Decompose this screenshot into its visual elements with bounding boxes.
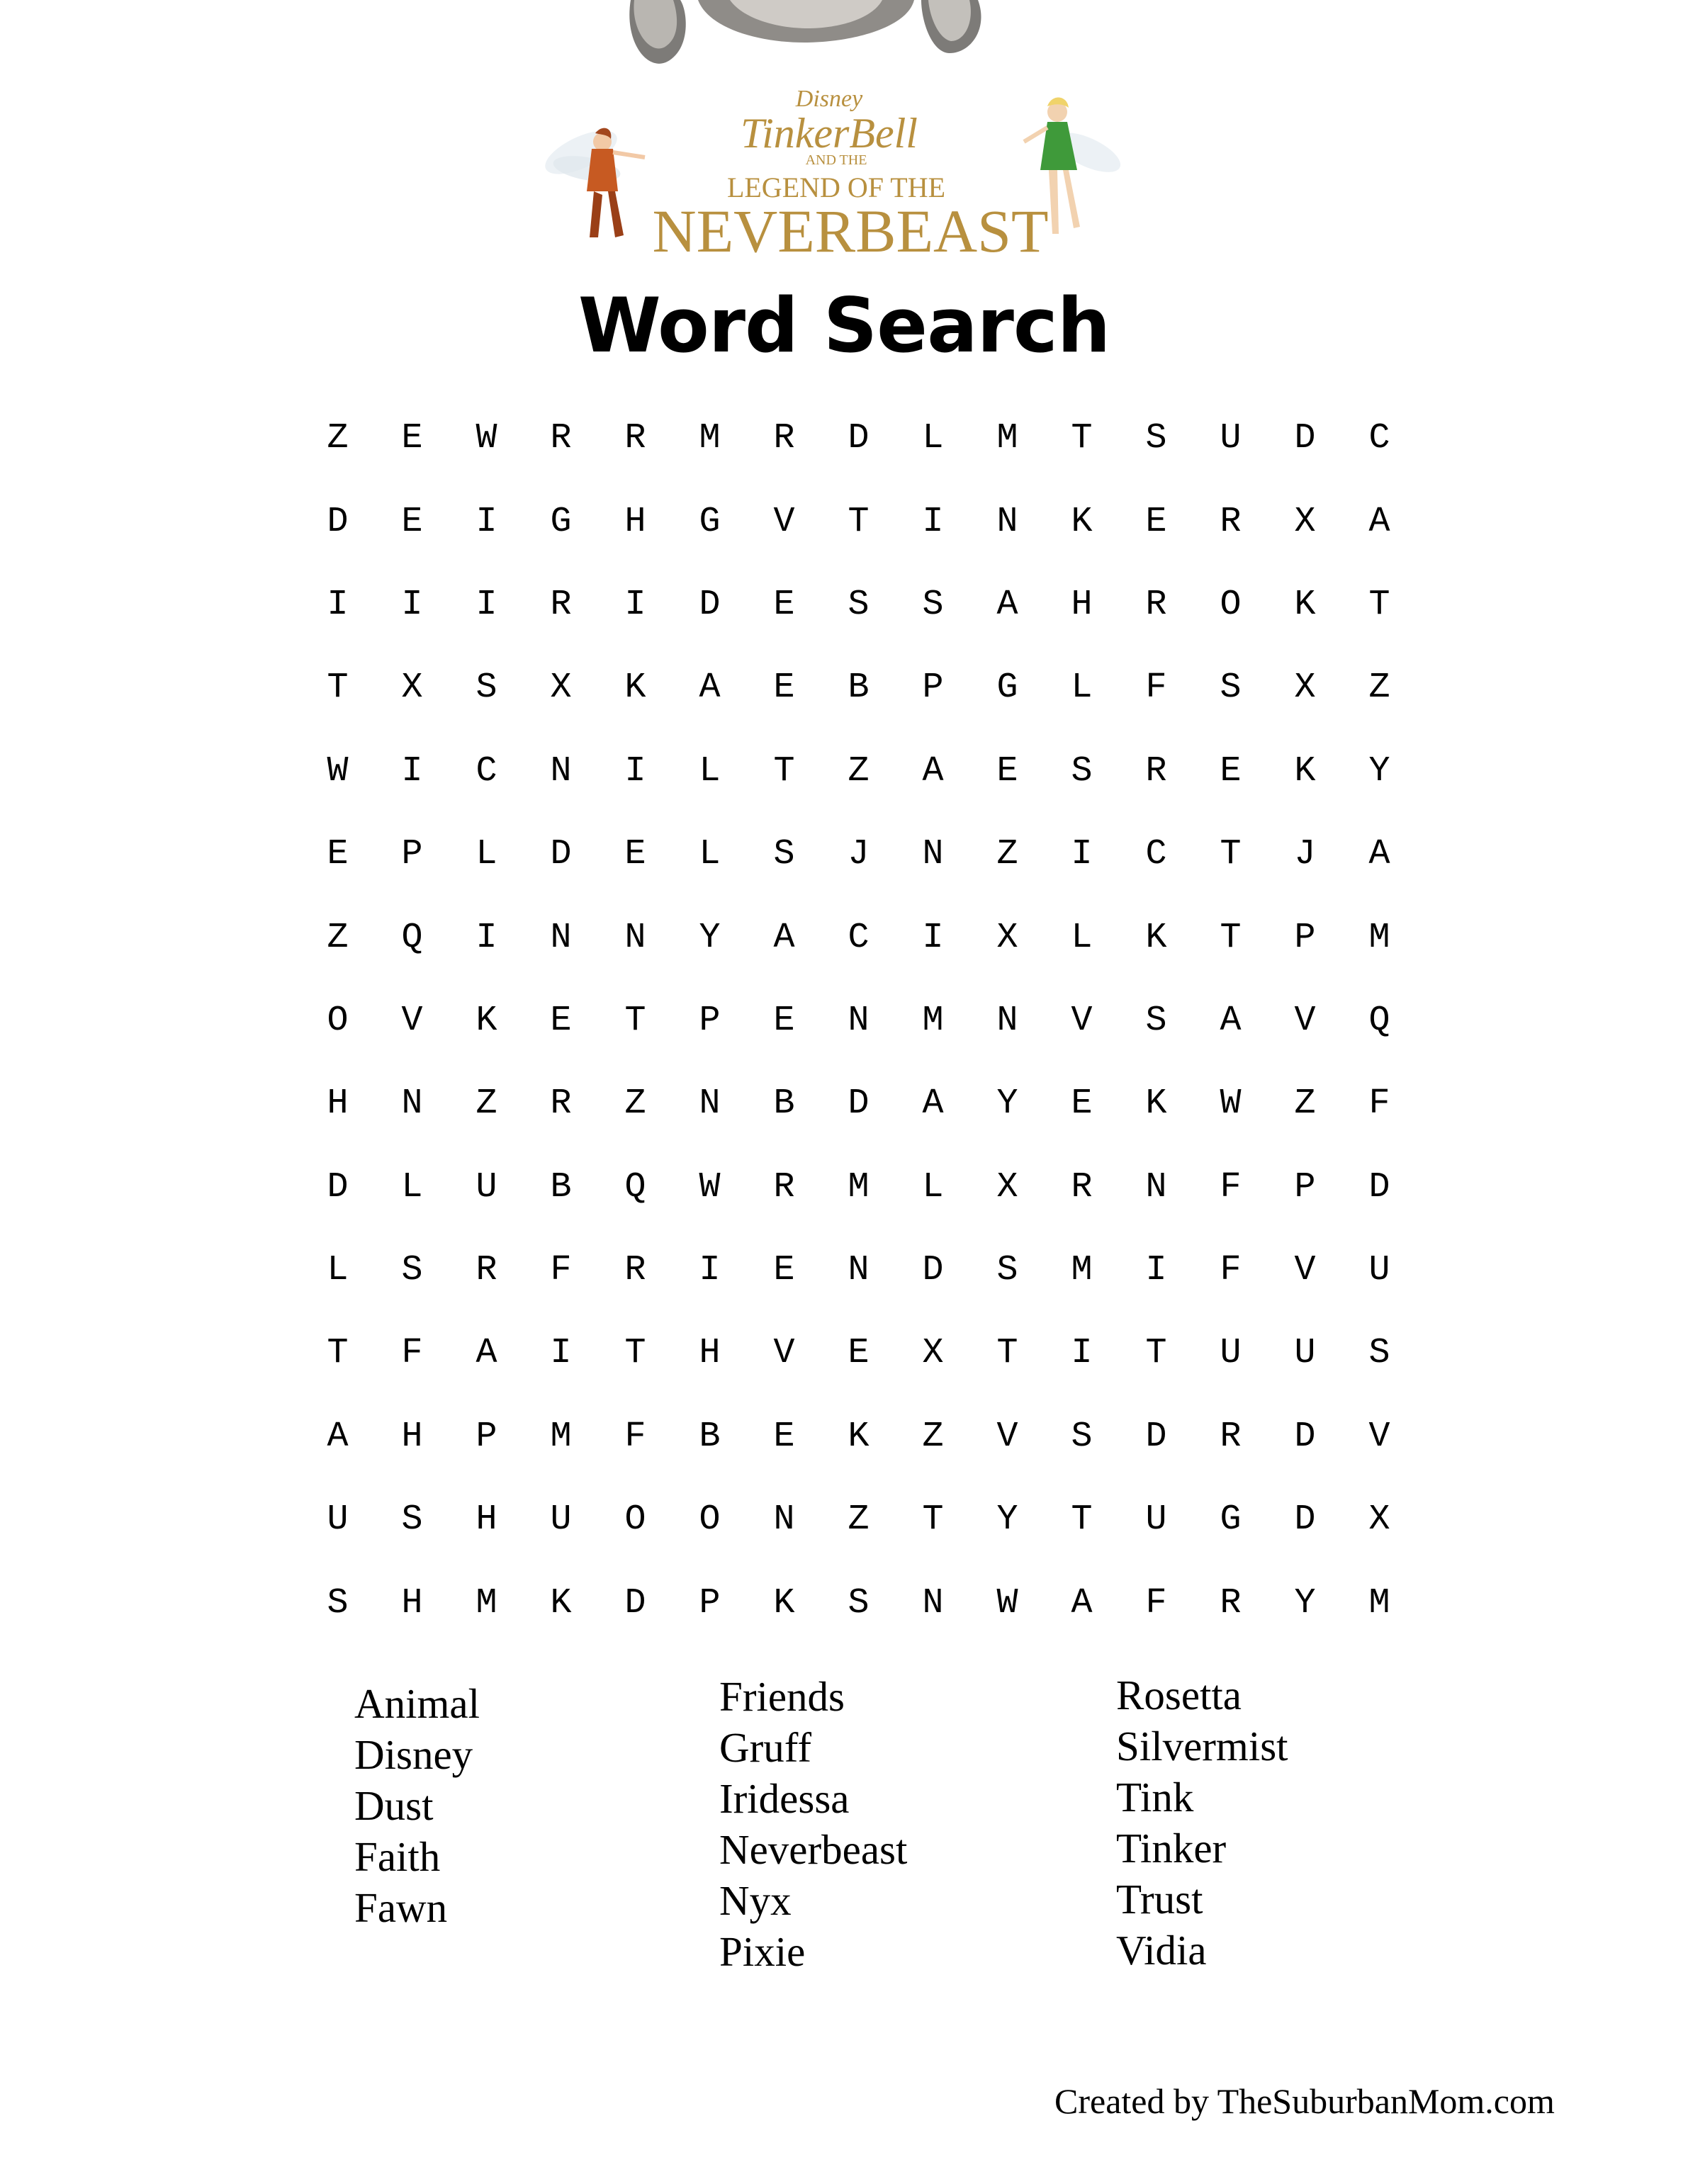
grid-letter: I <box>624 750 646 792</box>
grid-letter: H <box>327 1083 349 1125</box>
grid-letter: E <box>1220 750 1242 792</box>
svg-text:TinkerBell: TinkerBell <box>741 110 918 157</box>
grid-letter: Z <box>1294 1083 1316 1125</box>
grid-letter: T <box>1071 418 1093 459</box>
grid-letter: P <box>1294 1166 1316 1208</box>
grid-letter: G <box>699 501 721 542</box>
grid-letter: E <box>773 1000 795 1041</box>
grid-letter: A <box>1368 834 1390 875</box>
grid-letter: A <box>773 917 795 958</box>
svg-text:LEGEND OF THE: LEGEND OF THE <box>726 171 946 203</box>
grid-letter: N <box>699 1083 721 1125</box>
grid-letter: M <box>848 1166 870 1208</box>
grid-letter: W <box>327 750 349 792</box>
grid-letter: U <box>1220 418 1242 459</box>
grid-letter: Y <box>1294 1582 1316 1623</box>
grid-letter: N <box>922 834 944 875</box>
grid-letter: X <box>996 917 1018 958</box>
grid-letter: L <box>1071 917 1093 958</box>
word-list-column-3 <box>1116 1670 1288 1976</box>
grid-letter: I <box>476 501 497 542</box>
grid-letter: I <box>1071 1333 1093 1374</box>
grid-letter: T <box>1368 584 1390 625</box>
grid-letter: P <box>699 1000 721 1041</box>
grid-letter: N <box>848 1000 870 1041</box>
grid-letter: L <box>699 834 721 875</box>
grid-letter: C <box>1145 834 1167 875</box>
word-list-item: Neverbeast <box>719 1826 908 1873</box>
grid-letter: A <box>922 750 944 792</box>
grid-letter: E <box>401 418 423 459</box>
grid-letter: A <box>699 668 721 709</box>
grid-letter: B <box>550 1166 572 1208</box>
grid-letter: D <box>1145 1416 1167 1457</box>
grid-letter: F <box>550 1250 572 1291</box>
grid-letter: X <box>401 668 423 709</box>
grid-letter: H <box>401 1416 423 1457</box>
word-list-item: Vidia <box>1116 1927 1207 1974</box>
grid-letter: H <box>401 1582 423 1623</box>
grid-letter: N <box>922 1582 944 1623</box>
grid-letter: L <box>699 750 721 792</box>
grid-letter: O <box>327 1000 349 1041</box>
grid-letter: K <box>1145 917 1167 958</box>
grid-letter: V <box>1294 1000 1316 1041</box>
neverbeast-fur-image <box>629 0 981 64</box>
grid-letter: P <box>476 1416 497 1457</box>
word-list-item: Gruff <box>719 1724 811 1771</box>
grid-letter: S <box>1071 1416 1093 1457</box>
grid-letter: D <box>327 501 349 542</box>
grid-letter: A <box>1368 501 1390 542</box>
word-list-item: Animal <box>354 1680 480 1727</box>
grid-letter: N <box>996 501 1018 542</box>
grid-letter: K <box>1294 750 1316 792</box>
grid-letter: M <box>922 1000 944 1041</box>
grid-letter: V <box>996 1416 1018 1457</box>
grid-letter: W <box>996 1582 1018 1623</box>
grid-letter: L <box>401 1166 423 1208</box>
page-title: Word Search <box>578 282 1110 369</box>
grid-letter: S <box>327 1582 349 1623</box>
grid-letter: C <box>1368 418 1390 459</box>
grid-letter: X <box>1294 501 1316 542</box>
grid-letter: S <box>922 584 944 625</box>
grid-letter: X <box>996 1166 1018 1208</box>
grid-letter: W <box>1220 1083 1242 1125</box>
grid-letter: W <box>476 418 497 459</box>
word-list-item: Pixie <box>719 1928 806 1975</box>
grid-letter: K <box>550 1582 572 1623</box>
grid-letter: E <box>773 584 795 625</box>
grid-letter: T <box>327 1333 349 1374</box>
grid-letter: M <box>1071 1250 1093 1291</box>
grid-letter: N <box>550 750 572 792</box>
grid-letter: M <box>550 1416 572 1457</box>
word-search-grid <box>300 397 1417 1645</box>
grid-letter: E <box>1145 501 1167 542</box>
grid-letter: O <box>1220 584 1242 625</box>
grid-letter: M <box>1368 917 1390 958</box>
grid-letter: M <box>996 418 1018 459</box>
grid-letter: R <box>550 418 572 459</box>
grid-letter: E <box>624 834 646 875</box>
grid-letter: C <box>476 750 497 792</box>
grid-letter: B <box>699 1416 721 1457</box>
grid-letter: Z <box>996 834 1018 875</box>
grid-letter: E <box>327 834 349 875</box>
grid-letter: Y <box>996 1499 1018 1541</box>
word-list-item: Disney <box>354 1731 473 1778</box>
grid-letter: A <box>476 1333 497 1374</box>
grid-letter: E <box>773 1416 795 1457</box>
grid-letter: X <box>922 1333 944 1374</box>
grid-letter: E <box>550 1000 572 1041</box>
grid-letter: I <box>922 501 944 542</box>
grid-letter: H <box>1071 584 1093 625</box>
grid-letter: L <box>1071 668 1093 709</box>
grid-letter: E <box>996 750 1018 792</box>
svg-text:Disney: Disney <box>795 86 863 112</box>
grid-letter: P <box>922 668 944 709</box>
grid-letter: H <box>699 1333 721 1374</box>
grid-letter: S <box>1071 750 1093 792</box>
word-list-item: Tink <box>1116 1774 1194 1820</box>
grid-letter: R <box>1071 1166 1093 1208</box>
grid-letter: I <box>476 584 497 625</box>
grid-letter: D <box>1294 1416 1316 1457</box>
word-list-item: Tinker <box>1116 1825 1227 1871</box>
grid-letter: G <box>996 668 1018 709</box>
grid-letter: Q <box>1368 1000 1390 1041</box>
grid-letter: E <box>773 1250 795 1291</box>
grid-letter: P <box>401 834 423 875</box>
grid-letter: P <box>699 1582 721 1623</box>
grid-letter: F <box>1220 1166 1242 1208</box>
grid-letter: I <box>476 917 497 958</box>
grid-letter: Z <box>848 750 870 792</box>
grid-letter: U <box>327 1499 349 1541</box>
grid-letter: S <box>1145 1000 1167 1041</box>
grid-letter: T <box>922 1499 944 1541</box>
grid-letter: M <box>476 1582 497 1623</box>
grid-letter: Z <box>327 418 349 459</box>
grid-letter: D <box>1294 418 1316 459</box>
word-list-item: Nyx <box>719 1877 792 1924</box>
fawn-fairy-image <box>539 122 645 237</box>
grid-letter: V <box>401 1000 423 1041</box>
grid-letter: U <box>1220 1333 1242 1374</box>
grid-letter: A <box>996 584 1018 625</box>
grid-letter: N <box>1145 1166 1167 1208</box>
grid-letter: N <box>996 1000 1018 1041</box>
grid-letter: M <box>1368 1582 1390 1623</box>
word-list-item: Trust <box>1116 1876 1203 1923</box>
word-list-item: Dust <box>354 1782 434 1829</box>
grid-letter: U <box>1145 1499 1167 1541</box>
word-list-item: Iridessa <box>719 1775 850 1822</box>
grid-letter: K <box>773 1582 795 1623</box>
grid-letter: Z <box>1368 668 1390 709</box>
svg-text:AND THE: AND THE <box>805 152 867 168</box>
grid-letter: B <box>848 668 870 709</box>
grid-letter: Q <box>624 1166 646 1208</box>
grid-letter: D <box>922 1250 944 1291</box>
grid-letter: M <box>699 418 721 459</box>
grid-letter: S <box>401 1499 423 1541</box>
grid-letter: S <box>1220 668 1242 709</box>
grid-letter: N <box>401 1083 423 1125</box>
grid-letter: D <box>848 1083 870 1125</box>
grid-letter: V <box>1368 1416 1390 1457</box>
grid-letter: Z <box>624 1083 646 1125</box>
grid-letter: S <box>476 668 497 709</box>
grid-letter: Y <box>1368 750 1390 792</box>
grid-letter: T <box>624 1000 646 1041</box>
grid-letter: N <box>550 917 572 958</box>
grid-letter: V <box>773 501 795 542</box>
grid-letter: Z <box>848 1499 870 1541</box>
grid-letter: R <box>1145 750 1167 792</box>
grid-letter: R <box>476 1250 497 1291</box>
grid-letter: R <box>1220 501 1242 542</box>
grid-letter: L <box>327 1250 349 1291</box>
grid-letter: I <box>922 917 944 958</box>
word-list-item: Rosetta <box>1116 1672 1242 1718</box>
grid-letter: L <box>476 834 497 875</box>
grid-letter: S <box>1368 1333 1390 1374</box>
grid-letter: R <box>624 418 646 459</box>
grid-letter: W <box>699 1166 721 1208</box>
grid-letter: R <box>773 1166 795 1208</box>
grid-letter: B <box>773 1083 795 1125</box>
grid-letter: F <box>401 1333 423 1374</box>
grid-letter: Z <box>327 917 349 958</box>
grid-letter: A <box>1071 1582 1093 1623</box>
grid-letter: K <box>1294 584 1316 625</box>
grid-letter: D <box>1368 1166 1390 1208</box>
tinkerbell-neverbeast-logo <box>653 86 1049 265</box>
grid-letter: Z <box>922 1416 944 1457</box>
grid-letter: T <box>1220 917 1242 958</box>
grid-letter: S <box>996 1250 1018 1291</box>
grid-letter: Y <box>996 1083 1018 1125</box>
grid-letter: X <box>1294 668 1316 709</box>
grid-letter: A <box>1220 1000 1242 1041</box>
grid-letter: E <box>401 501 423 542</box>
grid-letter: I <box>550 1333 572 1374</box>
grid-letter: S <box>848 584 870 625</box>
grid-letter: T <box>773 750 795 792</box>
grid-letter: O <box>699 1499 721 1541</box>
grid-letter: I <box>1145 1250 1167 1291</box>
grid-letter: E <box>773 668 795 709</box>
grid-letter: F <box>1368 1083 1390 1125</box>
grid-letter: F <box>1220 1250 1242 1291</box>
grid-letter: K <box>476 1000 497 1041</box>
word-list-item: Faith <box>354 1833 441 1880</box>
word-list-item: Friends <box>719 1673 845 1720</box>
grid-letter: D <box>848 418 870 459</box>
grid-letter: K <box>1071 501 1093 542</box>
word-list-column-1 <box>354 1678 480 1933</box>
grid-letter: T <box>996 1333 1018 1374</box>
grid-letter: Z <box>476 1083 497 1125</box>
grid-letter: L <box>922 418 944 459</box>
grid-letter: I <box>1071 834 1093 875</box>
grid-letter: R <box>550 584 572 625</box>
grid-letter: L <box>922 1166 944 1208</box>
grid-letter: K <box>1145 1083 1167 1125</box>
grid-letter: R <box>1220 1582 1242 1623</box>
grid-letter: R <box>1145 584 1167 625</box>
grid-letter: H <box>624 501 646 542</box>
grid-letter: K <box>624 668 646 709</box>
grid-letter: U <box>550 1499 572 1541</box>
grid-letter: I <box>624 584 646 625</box>
grid-letter: T <box>327 668 349 709</box>
grid-letter: C <box>848 917 870 958</box>
grid-letter: R <box>624 1250 646 1291</box>
grid-letter: X <box>550 668 572 709</box>
grid-letter: P <box>1294 917 1316 958</box>
grid-letter: G <box>1220 1499 1242 1541</box>
grid-letter: R <box>1220 1416 1242 1457</box>
grid-letter: T <box>1220 834 1242 875</box>
grid-letter: F <box>624 1416 646 1457</box>
grid-letter: S <box>848 1582 870 1623</box>
grid-letter: A <box>327 1416 349 1457</box>
grid-letter: X <box>1368 1499 1390 1541</box>
credit-line: Created by TheSuburbanMom.com <box>1054 2081 1555 2121</box>
word-list-item: Silvermist <box>1116 1723 1288 1769</box>
grid-letter: N <box>624 917 646 958</box>
grid-letter: Q <box>401 917 423 958</box>
grid-letter: R <box>773 418 795 459</box>
grid-letter: R <box>550 1083 572 1125</box>
grid-letter: I <box>327 584 349 625</box>
grid-letter: I <box>401 584 423 625</box>
word-list-column-2 <box>719 1671 907 1977</box>
grid-letter: G <box>550 501 572 542</box>
grid-letter: D <box>1294 1499 1316 1541</box>
grid-letter: F <box>1145 1582 1167 1623</box>
grid-letter: S <box>401 1250 423 1291</box>
grid-letter: S <box>1145 418 1167 459</box>
grid-letter: V <box>1071 1000 1093 1041</box>
grid-letter: T <box>624 1333 646 1374</box>
grid-letter: Y <box>699 917 721 958</box>
grid-letter: A <box>922 1083 944 1125</box>
grid-letter: I <box>699 1250 721 1291</box>
grid-letter: V <box>773 1333 795 1374</box>
grid-letter: T <box>848 501 870 542</box>
grid-letter: D <box>699 584 721 625</box>
grid-letter: E <box>848 1333 870 1374</box>
grid-letter: J <box>848 834 870 875</box>
grid-letter: T <box>1145 1333 1167 1374</box>
grid-letter: D <box>550 834 572 875</box>
grid-letter: I <box>401 750 423 792</box>
grid-letter: U <box>476 1166 497 1208</box>
grid-letter: V <box>1294 1250 1316 1291</box>
header-artwork <box>524 0 1162 283</box>
grid-letter: U <box>1368 1250 1390 1291</box>
grid-letter: D <box>327 1166 349 1208</box>
grid-letter: H <box>476 1499 497 1541</box>
grid-letter: E <box>1071 1083 1093 1125</box>
grid-letter: U <box>1294 1333 1316 1374</box>
grid-letter: K <box>848 1416 870 1457</box>
grid-letter: F <box>1145 668 1167 709</box>
svg-text:NEVERBEAST: NEVERBEAST <box>652 197 1049 265</box>
grid-letter: T <box>1071 1499 1093 1541</box>
grid-letter: O <box>624 1499 646 1541</box>
grid-letter: D <box>624 1582 646 1623</box>
grid-letter: N <box>848 1250 870 1291</box>
grid-letter: J <box>1294 834 1316 875</box>
grid-letter: S <box>773 834 795 875</box>
word-list-item: Fawn <box>354 1884 448 1931</box>
grid-letter: N <box>773 1499 795 1541</box>
